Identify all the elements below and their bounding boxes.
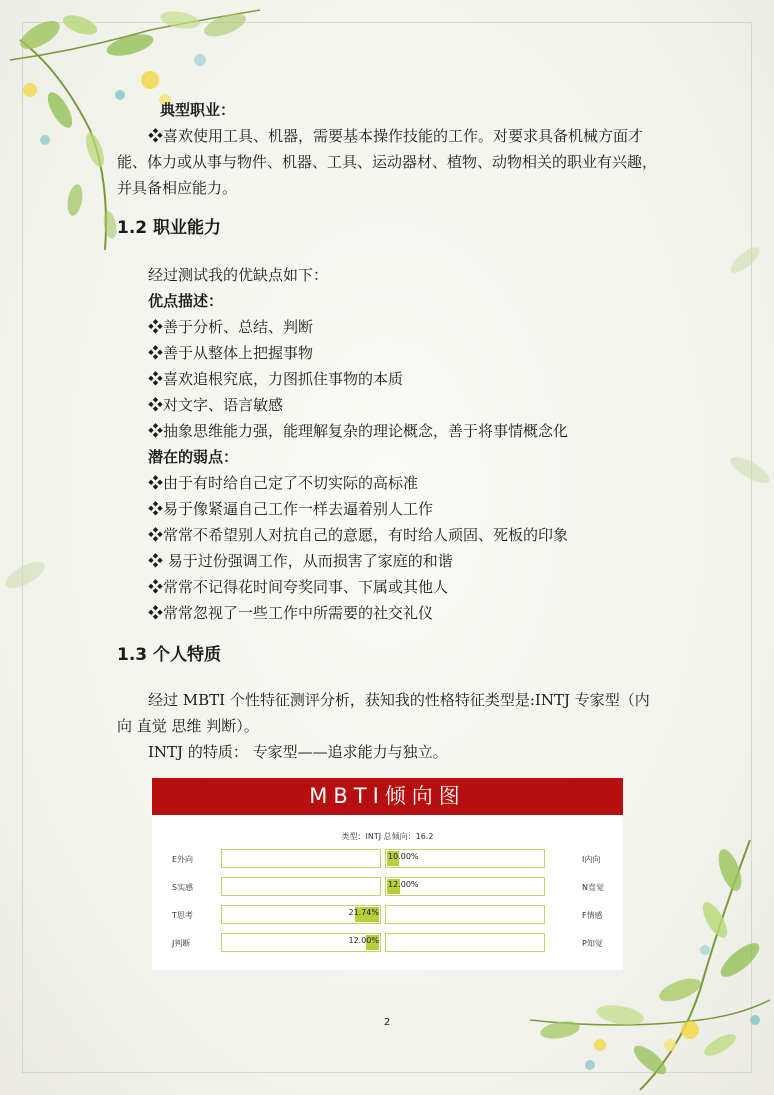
chart-row-left-label: E外向 bbox=[172, 855, 194, 864]
chart-subtitle: 类型：INTJ 总倾向：16.2 bbox=[341, 832, 434, 841]
abilities-intro: 经过测试我的优缺点如下： bbox=[148, 266, 329, 284]
chart-row-right-track bbox=[385, 905, 545, 924]
strengths-label: 优点描述： bbox=[148, 292, 224, 310]
chart-row-left-track bbox=[221, 877, 381, 896]
chart-bar-value-label: 21.74% bbox=[348, 908, 379, 917]
weakness-item: ❖常常忽视了一些工作中所需要的社交礼仪 bbox=[148, 604, 434, 622]
chart-row-right-label: F情感 bbox=[582, 911, 603, 920]
chart-row-right-label: P知觉 bbox=[582, 939, 603, 948]
weakness-item: ❖ 易于过份强调工作，从而损害了家庭的和谐 bbox=[148, 552, 453, 570]
weakness-item: ❖常常不记得花时间夸奖同事、下属或其他人 bbox=[148, 578, 449, 596]
typical-careers-heading: 典型职业： bbox=[160, 101, 236, 119]
section-1-2-title: 1.2 职业能力 bbox=[117, 218, 222, 238]
strength-item: ❖喜欢追根究底，力图抓住事物的本质 bbox=[148, 370, 404, 388]
weakness-item: ❖易于像紧逼自己工作一样去逼着别人工作 bbox=[148, 500, 434, 518]
chart-row-left-label: S实感 bbox=[172, 883, 194, 892]
chart-row-right-track bbox=[385, 849, 545, 868]
chart-row-right-label: N直觉 bbox=[582, 883, 604, 892]
weakness-item: ❖常常不希望别人对抗自己的意愿，有时给人顽固、死板的印象 bbox=[148, 526, 569, 544]
strength-item: ❖对文字、语言敏感 bbox=[148, 396, 284, 414]
chart-bar-value-label: 12.00% bbox=[388, 880, 419, 889]
chart-row-left-label: T思考 bbox=[172, 911, 193, 920]
chart-row-right-label: I内向 bbox=[582, 855, 601, 864]
typical-careers-line-3: 并具备相应能力。 bbox=[117, 179, 238, 197]
intj-trait-line: INTJ 的特质： 专家型——追求能力与独立。 bbox=[148, 743, 448, 761]
personality-line-1: 经过 MBTI 个性特征测评分析，获知我的性格特征类型是:INTJ 专家型（内 bbox=[148, 691, 650, 709]
strength-item: ❖善于从整体上把握事物 bbox=[148, 344, 314, 362]
chart-row-left-label: J判断 bbox=[172, 939, 191, 948]
strength-item: ❖善于分析、总结、判断 bbox=[148, 318, 314, 336]
personality-line-2: 向 直觉 思维 判断）。 bbox=[117, 717, 259, 735]
chart-bar-value-label: 10.00% bbox=[388, 852, 419, 861]
chart-title: MBTI倾向图 bbox=[152, 778, 623, 815]
strength-item: ❖抽象思维能力强，能理解复杂的理论概念，善于将事情概念化 bbox=[148, 422, 569, 440]
weakness-item: ❖由于有时给自己定了不切实际的高标准 bbox=[148, 474, 419, 492]
chart-row-left-track bbox=[221, 849, 381, 868]
section-1-3-title: 1.3 个人特质 bbox=[117, 645, 222, 665]
leaf-decoration-right bbox=[700, 240, 774, 540]
chart-row-right-track bbox=[385, 877, 545, 896]
leaf-decoration-left bbox=[0, 540, 60, 620]
chart-row-left-track bbox=[221, 933, 381, 952]
mbti-chart bbox=[152, 778, 623, 970]
chart-row-right-track bbox=[385, 933, 545, 952]
typical-careers-line-1: ❖喜欢使用工具、机器，需要基本操作技能的工作。对要求具备机械方面才 bbox=[148, 127, 644, 145]
weaknesses-label: 潜在的弱点： bbox=[148, 448, 239, 466]
page-number: 2 bbox=[383, 1017, 391, 1028]
typical-careers-line-2: 能、体力或从事与物件、机器、工具、运动器材、植物、动物相关的职业有兴趣， bbox=[117, 153, 658, 171]
chart-row-left-track bbox=[221, 905, 381, 924]
chart-bar-value-label: 12.00% bbox=[348, 936, 379, 945]
